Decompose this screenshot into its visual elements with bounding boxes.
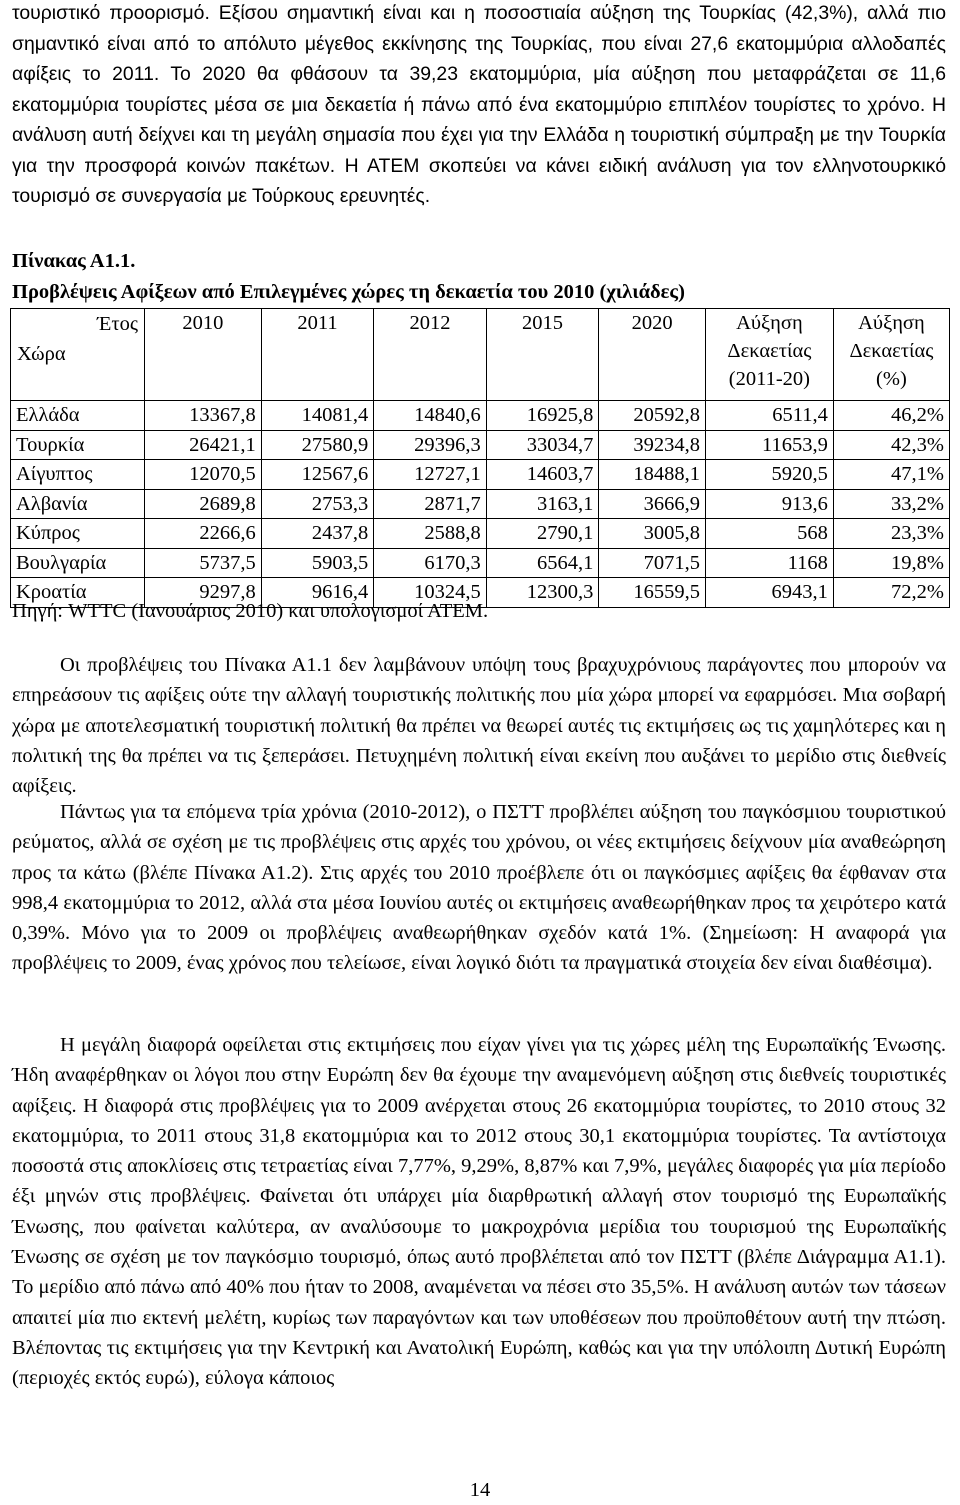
value-cell: 3666,9 xyxy=(599,489,706,519)
value-cell: 6170,3 xyxy=(374,548,487,578)
value-cell: 12727,1 xyxy=(374,460,487,490)
country-cell: Βουλγαρία xyxy=(11,548,145,578)
value-cell: 7071,5 xyxy=(599,548,706,578)
year-header: 2012 xyxy=(374,309,487,401)
value-cell: 20592,8 xyxy=(599,401,706,431)
value-cell: 568 xyxy=(705,519,833,549)
body-paragraph: Πάντως για τα επόμενα τρία χρόνια (2010-2012), ο ΠΣΤΤ προβλέπει αύξηση του παγκόσμιου τουριστικού ρεύματος, αλλά σε σχέση με τις προβλέψεις στις αρχές του χρόνου, οι νέες εκτιμήσεις δείχνουν μία αναθεώρηση προς τα κάτω (βλέπε Πίνακα Α1.2). Στις αρχές του 2010 προέβλεπε ότι οι παγκόσμιες αφίξεις θα έφθαναν στα 998,4 εκατομμύρια το 2012, αλλά στα μέσα Ιουνίου αυτές οι εκτιμήσεις αναθεωρήθηκαν προς τα χειρότερο κατά 0,39%. Μόνο για το 2009 οι προβλέψεις αναθεωρήθηκαν σχεδόν κατά 1%. (Σημείωση: Η αναφορά για προβλέψεις το 2009, ένας χρόνος που τελείωσε, είναι λογικό διότι τα πραγματικά στοιχεία δεν είναι διαθέσιμα). xyxy=(12,801,946,975)
value-cell: 9616,4 xyxy=(261,578,374,608)
value-cell: 2437,8 xyxy=(261,519,374,549)
value-cell: 9297,8 xyxy=(144,578,261,608)
body-paragraph: Οι προβλέψεις του Πίνακα Α1.1 δεν λαμβάνουν υπόψη τους βραχυχρόνιους παράγοντες που μπορούν να επηρεάσουν τις αφίξεις ούτε την αλλαγή τουριστικής πολιτικής που μία χώρα μπορεί να εφαρμόσει. Μια σοβαρή χώρα με αποτελεσματική τουριστική πολιτική θα πρέπει να θεωρεί αυτές τις εκτιμήσεις ως τις χαμηλότερες και η πολιτική της θα πρέπει να τις ξεπεράσει. Πετυχημένη πολιτική είναι εκείνη που αυξάνει το μερίδιο στις διεθνείς αφίξεις. xyxy=(12,654,946,798)
table-row xyxy=(11,548,950,578)
corner-year-label: Έτος xyxy=(97,313,138,335)
value-cell: 12567,6 xyxy=(261,460,374,490)
arrivals-forecast-table xyxy=(10,308,950,608)
value-cell: 46,2% xyxy=(833,401,949,431)
value-cell: 29396,3 xyxy=(374,430,487,460)
body-paragraph: Η μεγάλη διαφορά οφείλεται στις εκτιμήσεις που είχαν γίνει για τις χώρες μέλη της Ευρωπαϊκής Ένωσης. Ήδη αναφέρθηκαν οι λόγοι που στην Ευρώπη δεν θα έχουμε την αναμενόμενη αύξηση στις διεθνείς τουριστικές αφίξεις. Η διαφορά στις προβλέψεις για το 2009 ανέρχεται στους 26 εκατομμύρια τουρίστες, το 2010 στους 32 εκατομμύρια, το 2011 στους 31,8 εκατομμύρια και το 2012 στους 30,1 εκατομμύρια τουρίστες. Τα αντίστοιχα ποσοστά στις αποκλίσεις στις τετραετίας είναι 7,77%, 9,29%, 8,87% και 7,9%, μεγάλες διαφορές για μία περίοδο έξι μηνών στις προβλέψεις. Φαίνεται ότι υπάρχει μία διαρθρωτική αλλαγή στον τουρισμό της Ευρωπαϊκής Ένωσης, που φαίνεται καλύτερα, αν αναλύσουμε το μακροχρόνια μερίδια του τουρισμού της Ευρωπαϊκής Ένωσης σε σχέση με τον παγκόσμιο τουρισμό, όπως αυτό προβλέπεται από τον ΠΣΤΤ (βλέπε Διάγραμμα Α1.1). Το μερίδιο από πάνω από 40% που ήταν το 2008, αναμένεται να πέσει στο 35,5%. Η ανάλυση αυτών των τάσεων απαιτεί μία πιο εκτενή μελέτη, κυρίως των παραγόντων και των υποθέσεων που προϋποθέτουν αυτή την πτώση. Βλέποντας τις εκτιμήσεις για την Κεντρική και Ανατολική Ευρώπη, καθώς και για την υπόλοιπη Δυτική Ευρώπη (περιοχές εκτός ευρώ), εύλογα κάποιος xyxy=(12,1034,946,1390)
value-cell: 2871,7 xyxy=(374,489,487,519)
table-row xyxy=(11,519,950,549)
value-cell: 18488,1 xyxy=(599,460,706,490)
value-cell: 6943,1 xyxy=(705,578,833,608)
year-header: 2010 xyxy=(144,309,261,401)
value-cell: 19,8% xyxy=(833,548,949,578)
value-cell: 14840,6 xyxy=(374,401,487,431)
growth-pct-header: Αύξηση Δεκαετίας (%) xyxy=(833,309,949,401)
table-source: Πηγή: WTTC (Ιανουάριος 2010) και υπολογισμοί ΑΤΕΜ. xyxy=(12,600,489,622)
value-cell: 3163,1 xyxy=(486,489,599,519)
country-cell: Κροατία xyxy=(11,578,145,608)
value-cell: 13367,8 xyxy=(144,401,261,431)
value-cell: 11653,9 xyxy=(705,430,833,460)
value-cell: 14603,7 xyxy=(486,460,599,490)
year-header: 2020 xyxy=(599,309,706,401)
value-cell: 72,2% xyxy=(833,578,949,608)
value-cell: 913,6 xyxy=(705,489,833,519)
value-cell: 2588,8 xyxy=(374,519,487,549)
value-cell: 16559,5 xyxy=(599,578,706,608)
value-cell: 12300,3 xyxy=(486,578,599,608)
value-cell: 2790,1 xyxy=(486,519,599,549)
value-cell: 33,2% xyxy=(833,489,949,519)
value-cell: 26421,1 xyxy=(144,430,261,460)
value-cell: 14081,4 xyxy=(261,401,374,431)
value-cell: 42,3% xyxy=(833,430,949,460)
table-label: Πίνακας Α1.1. xyxy=(12,250,136,272)
value-cell: 33034,7 xyxy=(486,430,599,460)
value-cell: 6564,1 xyxy=(486,548,599,578)
year-header: 2015 xyxy=(486,309,599,401)
value-cell: 3005,8 xyxy=(599,519,706,549)
value-cell: 5737,5 xyxy=(144,548,261,578)
value-cell: 47,1% xyxy=(833,460,949,490)
value-cell: 12070,5 xyxy=(144,460,261,490)
table-row xyxy=(11,401,950,431)
value-cell: 6511,4 xyxy=(705,401,833,431)
value-cell: 2266,6 xyxy=(144,519,261,549)
country-cell: Αίγυπτος xyxy=(11,460,145,490)
value-cell: 5903,5 xyxy=(261,548,374,578)
growth-abs-header: Αύξηση Δεκαετίας (2011-20) xyxy=(705,309,833,401)
country-cell: Ελλάδα xyxy=(11,401,145,431)
intro-paragraph: τουριστικό προορισμό. Εξίσου σημαντική είναι και η ποσοστιαία αύξηση της Τουρκίας (42,3%), αλλά πιο σημαντικό είναι από το απόλυτο μέγεθος εκκίνησης της Τουρκίας, που είναι 27,6 εκατομμύρια αλλοδαπές αφίξεις το 2011. Το 2020 θα φθάσουν τα 39,23 εκατομμύρια, μία αύξηση που μεταφράζεται σε 11,6 εκατομμύρια τουρίστες μέσα σε μια δεκαετία ή πάνω από ένα εκατομμύριο επιπλέον τουρίστες το χρόνο. Η ανάλυση αυτή δείχνει και τη μεγάλη σημασία που έχει για την Ελλάδα η τουριστική σύμπραξη με την Τουρκία για την προσφορά κοινών πακέτων. Η ΑΤΕΜ σκοπεύει να κάνει ειδική ανάλυση για τον ελληνοτουρκικό τουρισμό σε συνεργασία με Τούρκους ερευνητές. xyxy=(12,2,946,207)
value-cell: 1168 xyxy=(705,548,833,578)
value-cell: 39234,8 xyxy=(599,430,706,460)
table-row xyxy=(11,460,950,490)
year-header: 2011 xyxy=(261,309,374,401)
page-number: 14 xyxy=(469,1479,491,1501)
corner-country-label: Χώρα xyxy=(17,343,66,365)
value-cell: 23,3% xyxy=(833,519,949,549)
value-cell: 10324,5 xyxy=(374,578,487,608)
table-header-row xyxy=(11,309,950,401)
table-body xyxy=(11,401,950,608)
table-title: Προβλέψεις Αφίξεων από Επιλεγμένες χώρες τη δεκαετία του 2010 (χιλιάδες) xyxy=(12,281,685,303)
country-cell: Τουρκία xyxy=(11,430,145,460)
value-cell: 2689,8 xyxy=(144,489,261,519)
country-cell: Κύπρος xyxy=(11,519,145,549)
table-row xyxy=(11,430,950,460)
value-cell: 27580,9 xyxy=(261,430,374,460)
value-cell: 16925,8 xyxy=(486,401,599,431)
value-cell: 5920,5 xyxy=(705,460,833,490)
table-row xyxy=(11,489,950,519)
corner-header xyxy=(11,309,145,401)
country-cell: Αλβανία xyxy=(11,489,145,519)
value-cell: 2753,3 xyxy=(261,489,374,519)
